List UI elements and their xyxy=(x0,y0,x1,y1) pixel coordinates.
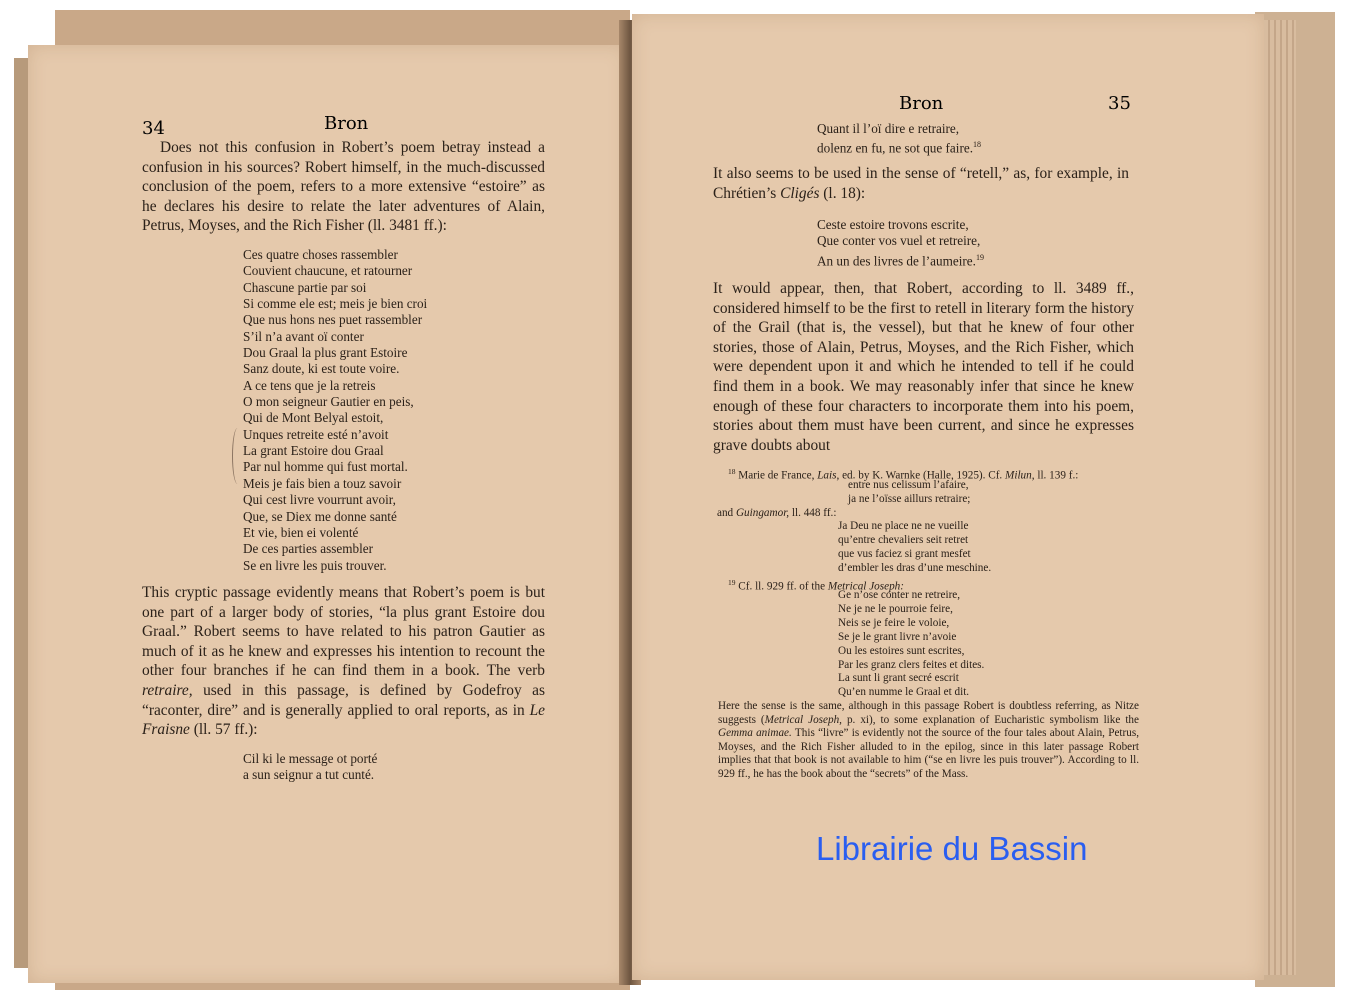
verse-line: S’il n’a avant oï conter xyxy=(243,328,364,344)
footnote-number: 19 xyxy=(728,578,736,587)
verse-line: Par les granz clers feites et dites. xyxy=(838,658,985,671)
verse-line: Unques retreite esté n’avoit xyxy=(243,426,389,442)
right-paragraph-2-text: It would appear, then, that Robert, according to ll. 3489 ff., considered himself to be the first to retell in literary form the history of the Grail (that is, the vessel), but that he knew of four other stories, those of Alain, Petrus, Moyses, and the Rich Fisher, which were dependent upon it and which he intended to tell if he could find them in a book. We may reasonably infer that since he knew enough of these four characters to incorporate them into his poem, stories about them must have been current, and since he expresses grave doubts about xyxy=(713,280,1134,454)
footnote-18-and xyxy=(717,507,836,521)
verse-line: Qui de Mont Belyal estoit, xyxy=(243,410,384,426)
verse-line: que vus faciez si grant mesfet xyxy=(838,547,971,560)
verse-line: Quant il l’oï dire e retraire, xyxy=(817,121,960,136)
verse-line: Meis je fais bien a touz savoir xyxy=(243,475,402,491)
emphasis-metrical-joseph: Metrical Joseph: xyxy=(827,580,905,593)
verse-line: Et vie, bien ei volenté xyxy=(243,524,359,540)
pencil-mark xyxy=(232,428,243,484)
right-paragraph-1-text: (l. 18): xyxy=(819,184,866,202)
emphasis-lais: Lais, xyxy=(817,469,840,482)
verse-line: Dou Graal la plus grant Estoire xyxy=(243,345,408,361)
running-head-left: Bron xyxy=(324,113,369,134)
emphasis-retraire: retraire, xyxy=(142,681,193,699)
verse-line: Si comme ele est; meis je bien croi xyxy=(243,296,428,312)
verse-line: Couvient chaucune, et ratourner xyxy=(243,263,413,279)
left-paragraph-1-text: Does not this confusion in Robert’s poem betray instead a confusion in his sources? Robert himself, in the much-discussed conclusion of the poem, refers to a more extensive “estoire” as he declares his desire to relate the later adventures of Alain, Petrus, Moyses, and the Rich Fisher (ll. 3481 ff.): xyxy=(142,139,545,235)
verse-line-text: An un des livres de l’aumeire. xyxy=(817,253,976,269)
footnote-text: p. xi), to some explanation of Eucharistic symbolism like the xyxy=(841,713,1139,726)
verse-line: Par nul homme qui fust mortal. xyxy=(243,459,408,475)
verse-line: Sanz doute, ki est toute voire. xyxy=(243,361,400,377)
left-paragraph-1 xyxy=(142,138,545,236)
footnote-text: This “livre” is evidently not the source of the four tales about Alain, Petrus, Moyses, and the Rich Fisher alluded to in the epilog, since in this later passage Robert implies that that book is not available to him (“se en livre les puis trouver”). According to ll. 929 ff., he has the book about the “secrets” of the Mass. xyxy=(718,727,1140,780)
footnote-reference: 18 xyxy=(973,140,981,150)
verse-line: a sun seignur a tut cunté. xyxy=(243,767,375,783)
emphasis-metrical-joseph: Metrical Joseph, xyxy=(764,713,842,726)
running-head-right: Bron xyxy=(899,93,944,114)
verse-line: La sunt li grant secré escrit xyxy=(838,672,959,685)
footnote-18-verse xyxy=(848,479,970,507)
verse-line: qu’entre chevaliers seit retret xyxy=(838,533,969,546)
page-number-left: 34 xyxy=(142,118,165,139)
footnote-text: ll. 139 f.: xyxy=(1034,469,1079,482)
left-paragraph-2-text: used in this passage, is defined by Godefroy as “raconter, dire” and is generally applied to oral reports, as in xyxy=(142,681,545,719)
page-block-edges xyxy=(1264,20,1296,975)
left-paragraph-2-text: (ll. 57 ff.): xyxy=(189,721,258,739)
footnote-19-commentary xyxy=(718,700,1139,782)
emphasis-le-fraisne: Le Fraisne xyxy=(142,701,545,739)
verse-line: Ge n’ose conter ne retreire, xyxy=(838,589,961,601)
verse-line: Qu’en numme le Graal et dit. xyxy=(838,686,970,699)
verse-line: Se en livre les puis trouver. xyxy=(243,557,387,573)
right-paragraph-1 xyxy=(713,164,1129,203)
left-verse-quote-1 xyxy=(243,247,427,574)
verse-line: De ces parties assembler xyxy=(243,541,373,557)
verse-line: A ce tens que je la retreis xyxy=(243,377,376,393)
footnote-text: Here the sense is the same, although in this passage Robert is doubtless referring, as Nitze suggests ( xyxy=(718,700,1139,726)
footnote-number: 18 xyxy=(728,467,736,476)
emphasis-guingamor: Guingamor, xyxy=(735,507,790,519)
verse-line-text: dolenz en fu, ne sot que faire. xyxy=(817,140,973,156)
verse-line: Neis se je feire le voloie, xyxy=(838,616,950,629)
verse-line: ja ne l’oïsse aillurs retraire; xyxy=(848,492,971,505)
verse-line: La grant Estoire dou Graal xyxy=(243,443,384,459)
emphasis-gemma-animae: Gemma animae. xyxy=(718,727,792,740)
footnote-text: ed. by K. Warnke (Halle, 1925). Cf. xyxy=(839,469,1006,482)
footnote-19-verse xyxy=(838,589,984,700)
verse-line: Ja Deu ne place ne ne vueille xyxy=(838,520,969,532)
emphasis-cliges: Cligés xyxy=(780,184,820,202)
verse-line: O mon seigneur Gautier en peis, xyxy=(243,394,414,410)
footnote-text: and xyxy=(717,507,736,519)
emphasis-milun: Milun, xyxy=(1005,469,1035,482)
verse-line: Chascune partie par soi xyxy=(243,279,367,295)
footnote-text: ll. 448 ff.: xyxy=(789,507,837,519)
footnote-18-verse-2 xyxy=(838,520,991,576)
footnote-reference: 19 xyxy=(975,252,984,262)
verse-line: Que nus hons nes puet rassembler xyxy=(243,312,423,328)
verse-line xyxy=(817,137,981,157)
verse-line: d’embler les dras d’une meschine. xyxy=(838,561,992,574)
verse-line: Ces quatre choses rassembler xyxy=(243,247,398,262)
verse-line: Ceste estoire trovons escrite, xyxy=(817,217,969,232)
verse-line: Se je le grant livre n’avoie xyxy=(838,630,957,643)
left-paragraph-2 xyxy=(142,583,545,740)
verse-line: Que, se Diex me donne santé xyxy=(243,508,397,524)
verse-line: Ou les estoires sunt escrites, xyxy=(838,644,965,657)
verse-line: Qui cest livre vourrunt avoir, xyxy=(243,492,396,508)
right-paragraph-2 xyxy=(713,279,1134,455)
page-number-right: 35 xyxy=(1108,93,1131,114)
verse-line: entre nus celissum l’afaire, xyxy=(848,479,969,491)
verse-line xyxy=(817,250,984,270)
left-verse-quote-2 xyxy=(243,751,377,784)
footnote-text: Marie de France, xyxy=(735,469,818,482)
verse-line: Ne je ne le pourroie feire, xyxy=(838,602,953,615)
verse-line: Que conter vos vuel et retreire, xyxy=(817,233,981,249)
right-paragraph-1-text: It also seems to be used in the sense of “retell,” as, for example, in Chrétien’s xyxy=(713,165,1129,202)
seller-watermark: Librairie du Bassin xyxy=(816,830,1088,867)
footnote-text: Cf. ll. 929 ff. of the xyxy=(735,580,828,593)
right-verse-quote-mid xyxy=(817,217,984,269)
verse-line: Cil ki le message ot porté xyxy=(243,751,378,766)
left-paragraph-2-text: This cryptic passage evidently means that Robert’s poem is but one part of a larger body of stories, “la plus grant Estoire dou Graal.” Robert seems to have related to his patron Gautier as much of it as he knew and expresses his intention to recount the other four branches if he can find them in a book. The verb xyxy=(142,584,545,680)
right-verse-quote-top xyxy=(817,121,981,157)
